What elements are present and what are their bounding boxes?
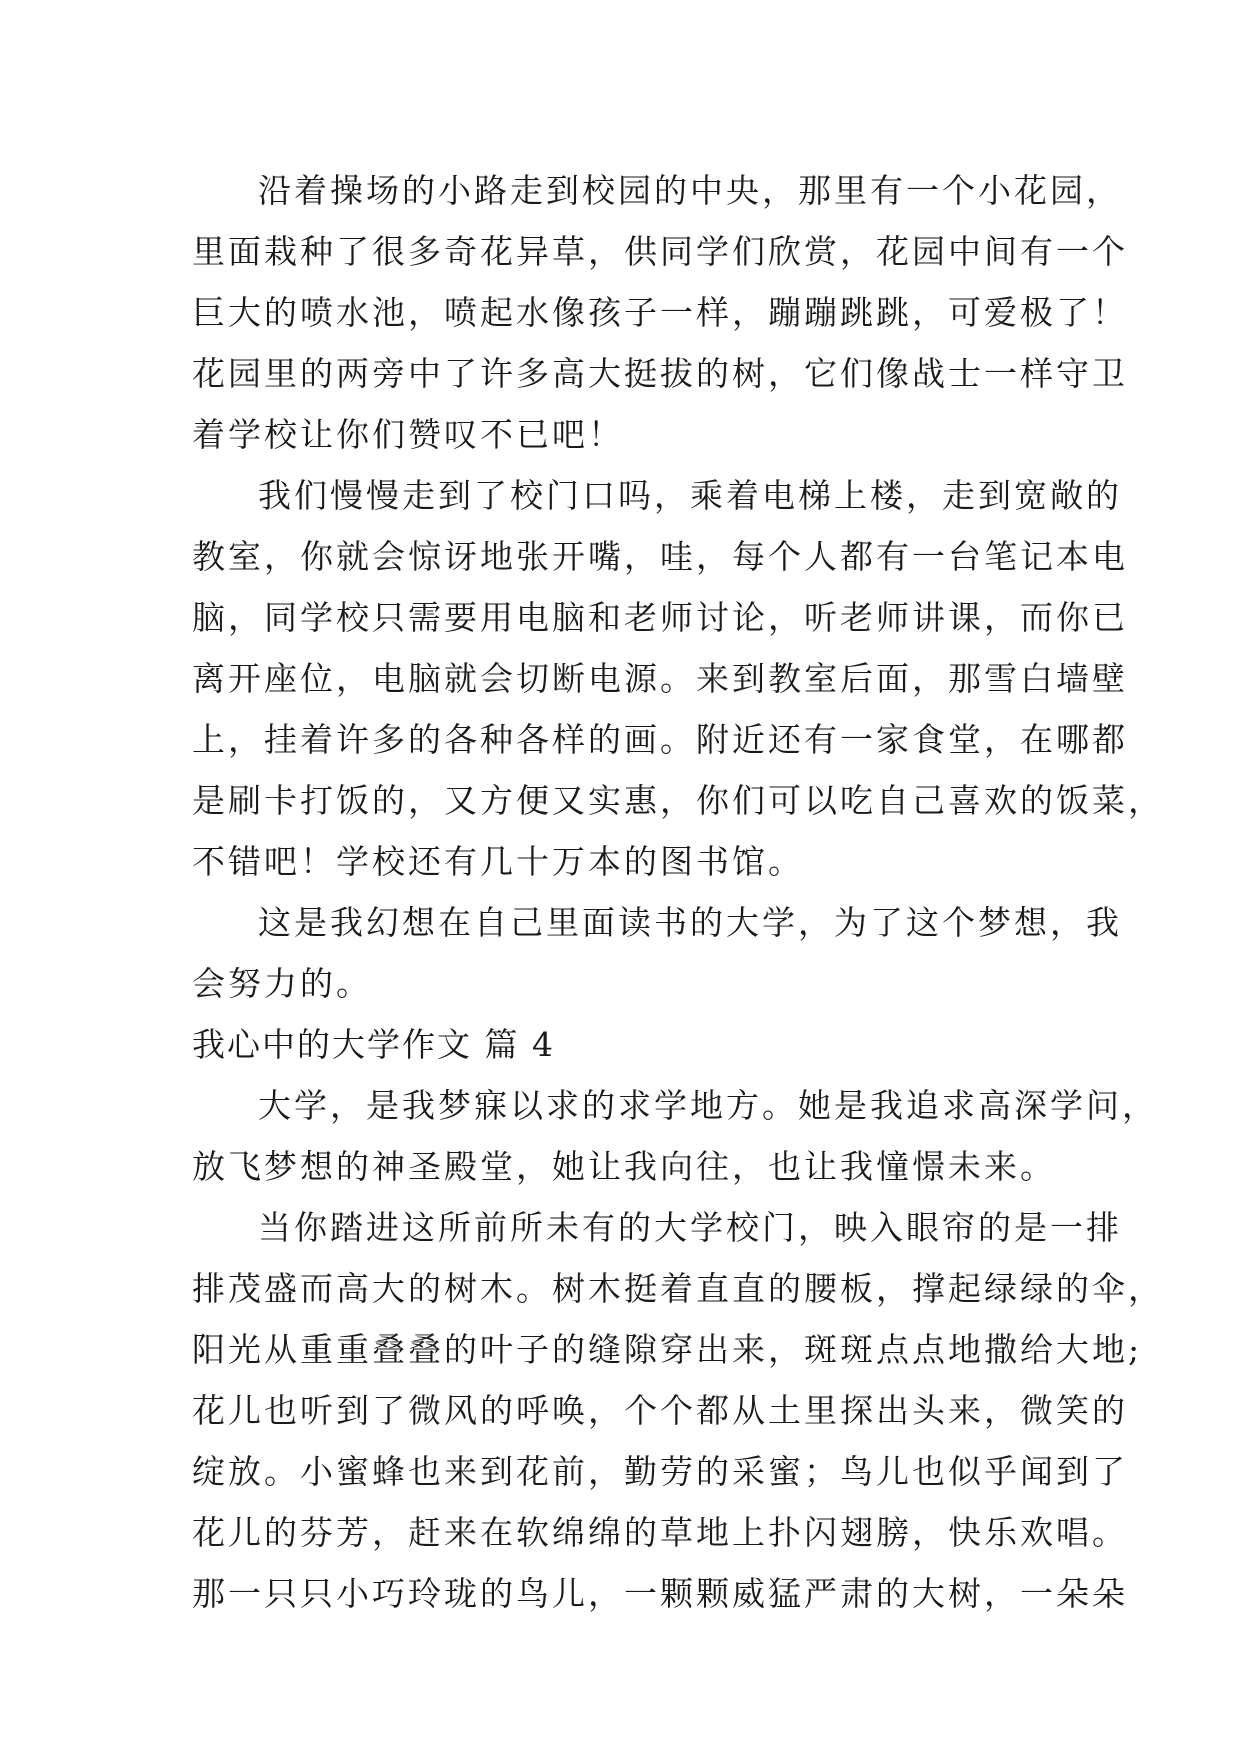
text-line: 离开座位，电脑就会切断电源。来到教室后面，那雪白墙壁 xyxy=(192,659,1128,698)
text-line: 大学，是我梦寐以求的求学地方。她是我追求高深学问， xyxy=(258,1086,1158,1125)
text-line: 脑，同学校只需要用电脑和老师讨论，听老师讲课，而你已 xyxy=(192,598,1128,637)
text-line: 排茂盛而高大的树木。树木挺着直直的腰板，撑起绿绿的伞， xyxy=(192,1269,1164,1308)
text-line: 放飞梦想的神圣殿堂，她让我向往，也让我憧憬未来。 xyxy=(192,1147,1056,1186)
text-line: 会努力的。 xyxy=(192,964,372,1003)
text-line: 那一只只小巧玲珑的鸟儿，一颗颗威猛严肃的大树，一朵朵 xyxy=(192,1574,1128,1613)
text-line: 着学校让你们赞叹不已吧！ xyxy=(192,415,624,454)
text-line: 绽放。小蜜蜂也来到花前，勤劳的采蜜；鸟儿也似乎闻到了 xyxy=(192,1452,1128,1491)
text-line: 上，挂着许多的各种各样的画。附近还有一家食堂，在哪都 xyxy=(192,720,1128,759)
text-line: 里面栽种了很多奇花异草，供同学们欣赏，花园中间有一个 xyxy=(192,232,1128,271)
text-line: 教室，你就会惊讶地张开嘴，哇，每个人都有一台笔记本电 xyxy=(192,537,1128,576)
text-line: 这是我幻想在自己里面读书的大学，为了这个梦想，我 xyxy=(258,903,1122,942)
document-body xyxy=(192,160,1164,1624)
text-line: 花园里的两旁中了许多高大挺拔的树，它们像战士一样守卫 xyxy=(192,354,1128,393)
text-line: 沿着操场的小路走到校园的中央，那里有一个小花园， xyxy=(258,171,1122,210)
text-line: 巨大的喷水池，喷起水像孩子一样，蹦蹦跳跳，可爱极了！ xyxy=(192,293,1128,332)
text-line: 不错吧！学校还有几十万本的图书馆。 xyxy=(192,842,804,881)
text-line: 阳光从重重叠叠的叶子的缝隙穿出来，斑斑点点地撒给大地; xyxy=(192,1330,1143,1369)
section-heading: 我心中的大学作文 篇 4 xyxy=(192,1025,555,1064)
text-line: 我们慢慢走到了校门口吗，乘着电梯上楼，走到宽敞的 xyxy=(258,476,1122,515)
text-line: 是刷卡打饭的，又方便又实惠，你们可以吃自己喜欢的饭菜， xyxy=(192,781,1164,820)
text-line: 花儿也听到了微风的呼唤，个个都从土里探出头来，微笑的 xyxy=(192,1391,1128,1430)
text-line: 花儿的芬芳，赶来在软绵绵的草地上扑闪翅膀，快乐欢唱。 xyxy=(192,1513,1128,1552)
text-line: 当你踏进这所前所未有的大学校门，映入眼帘的是一排 xyxy=(258,1208,1122,1247)
